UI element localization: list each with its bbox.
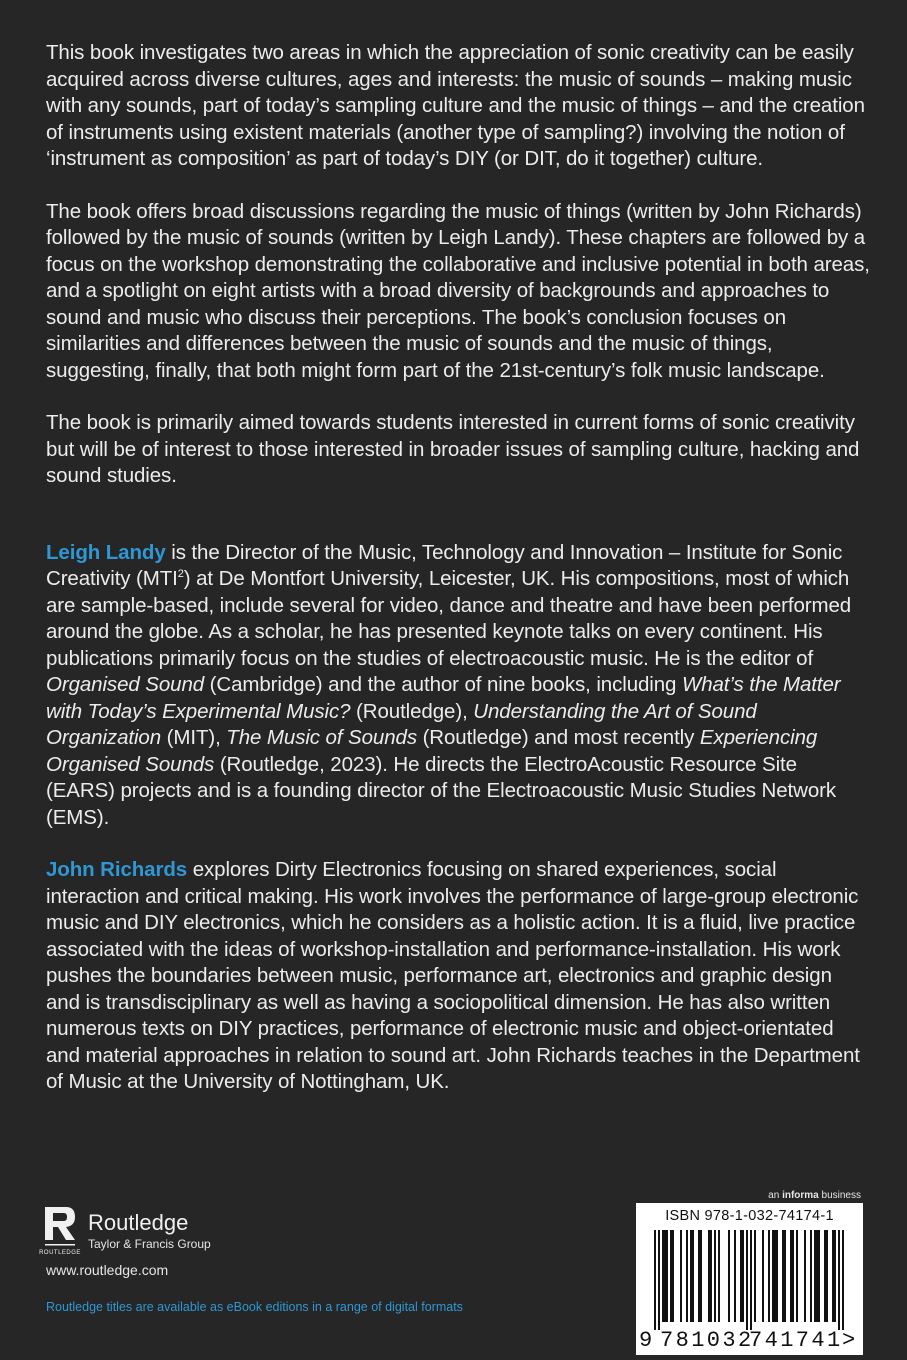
book-title-experiencing: Experiencing Organised Sounds (46, 726, 818, 776)
barcode-bar (816, 1230, 818, 1322)
barcode-bar (662, 1230, 664, 1322)
bio-landy-text-2: ) at De Montfort University, Leicester, UK. His compositions, most of which are sample-based, include several for video, dance and theatre and have been performed around the globe. As a scholar, he has presented keynote talks on every continent. His publications primarily focus on the studies of electroacoustic music. He is the editor of (46, 567, 852, 670)
informa-prefix: an (768, 1190, 783, 1201)
barcode-bar (700, 1230, 702, 1322)
barcode-bar (768, 1230, 770, 1322)
barcode-bar (740, 1230, 742, 1322)
barcode-bar (792, 1230, 794, 1322)
barcode-guard-bar (842, 1230, 844, 1330)
description-paragraph-3: The book is primarily aimed towards students interested in current forms of sonic creativity but will be of interest to those interested in broader issues of sampling culture, hacking and sound studies. (46, 411, 860, 487)
book-title-understanding: Understanding the Art of Sound Organization (46, 699, 757, 749)
barcode-bar (818, 1230, 820, 1322)
ebook-note: Routledge titles are available as eBook editions in a range of digital formats (46, 1300, 463, 1314)
informa-brand: informa (782, 1190, 819, 1201)
barcode-bar (796, 1230, 798, 1322)
barcode-bar (728, 1230, 730, 1322)
bio-landy-superscript: 2 (177, 568, 184, 581)
routledge-logo-icon (39, 1204, 81, 1256)
barcode-bar (670, 1230, 672, 1322)
barcode-bar (762, 1230, 764, 1322)
author-name-landy: Leigh Landy (46, 540, 166, 564)
barcode-bar (790, 1230, 792, 1322)
barcode-bar (710, 1230, 712, 1322)
description-paragraph-2: The book offers broad discussions regarding the music of things (written by John Richards) followed by the music of sounds (written by Leigh Landy). These chapters are followed by a focus on the workshop demonstrating the collaborative and inclusive potential in both areas, and a spotlight on eight artists with a broad diversity of backgrounds and approaches to sound and music who discuss their perceptions. The book’s conclusion focuses on similarities and differences between the music of sounds and the music of things, suggesting, finally, that both might form part of the 21st-century’s folk music landscape. (46, 199, 870, 382)
isbn-barcode (636, 1203, 863, 1355)
barcode-first-digit: 9 (639, 1328, 653, 1353)
barcode-digits (636, 1328, 863, 1352)
publisher-group: Taylor & Francis Group (88, 1237, 211, 1251)
barcode-bar (772, 1230, 774, 1322)
barcode-bar (814, 1230, 816, 1322)
barcode-left-digits: 781032 (660, 1328, 754, 1353)
barcode-guard-bar (838, 1230, 840, 1330)
barcode-bar (664, 1230, 666, 1322)
svg-text:ROUTLEDGE: ROUTLEDGE (39, 1250, 81, 1256)
barcode-bar (714, 1230, 716, 1322)
barcode-bar (832, 1230, 834, 1322)
book-title-organised-sound: Organised Sound (46, 673, 205, 696)
publisher-website[interactable]: www.routledge.com (46, 1262, 169, 1278)
barcode-bar (718, 1230, 720, 1322)
barcode-bar (834, 1230, 836, 1322)
barcode-guard-bar (746, 1230, 748, 1330)
barcode-bar (672, 1230, 674, 1322)
barcode-guard-bar (750, 1230, 752, 1330)
bio-landy-text-5: (MIT), (161, 726, 227, 749)
barcode-arrow: > (842, 1328, 856, 1353)
description-paragraph-1: This book investigates two areas in which the appreciation of sonic creativity can be easily acquired across diverse cultures, ages and interests: the music of sounds – making music with any sounds, part of today’s sampling culture and the music of things – and the creation of instruments using existent materials (another type of sampling?) involving the notion of ‘instrument as composition’ as part of today’s DIY (or DIT, do it together) culture. (46, 41, 865, 170)
back-cover-text (46, 40, 870, 1096)
isbn-label: ISBN 978-1-032-74174-1 (665, 1208, 834, 1224)
barcode-bar (824, 1230, 826, 1322)
barcode-bar (734, 1230, 736, 1322)
barcode-bar (754, 1230, 756, 1322)
barcode-bar (742, 1230, 744, 1322)
barcode-right-digits: 741741 (749, 1328, 843, 1353)
author-bio-richards (46, 857, 870, 1096)
bio-landy-text-3: (Cambridge) and the author of nine books, including (204, 673, 682, 696)
barcode-bar (686, 1230, 688, 1322)
book-title-whats-the-matter: What’s the Matter with Today’s Experimental Music? (46, 673, 841, 723)
barcode-bar (826, 1230, 828, 1322)
barcode-bar (680, 1230, 682, 1322)
barcode-guard-bar (654, 1230, 656, 1330)
barcode-bar (666, 1230, 668, 1322)
author-bio-landy (46, 540, 870, 832)
barcode-bars (646, 1230, 851, 1330)
barcode-bar (690, 1230, 692, 1322)
bio-landy-text-4: (Routledge), (350, 699, 474, 723)
publisher-name: Routledge (88, 1210, 189, 1235)
bio-richards-text: explores Dirty Electronics focusing on shared experiences, social interaction and critical making. His work involves the performance of large-group electronic music and DIY electronics, which he considers as a holistic action. It is a fluid, live practice associated with the ideas of workshop-installation and performance-installation. His work pushes the boundaries between music, performance art, electronics and graphic design and is transdisciplinary as well as having a sociopolitical dimension. He has also written numerous texts on DIY practices, performance of electronic music and object-orientated and material approaches in relation to sound art. John Richards teaches in the Department of Music at the University of Nottingham, UK. (46, 858, 860, 1093)
informa-suffix: business (818, 1190, 861, 1201)
barcode-bar (774, 1230, 776, 1322)
barcode-bar (776, 1230, 778, 1322)
barcode-bar (782, 1230, 784, 1322)
barcode-guard-bar (658, 1230, 660, 1330)
barcode-bar (698, 1230, 700, 1322)
author-name-richards: John Richards (46, 858, 188, 881)
routledge-logo (39, 1204, 242, 1264)
barcode-bar (784, 1230, 786, 1322)
barcode-bar (708, 1230, 710, 1322)
barcode-bar (804, 1230, 806, 1322)
barcode-bar (692, 1230, 694, 1322)
book-title-music-of-sounds: The Music of Sounds (226, 726, 417, 749)
informa-tagline (768, 1190, 861, 1201)
bio-landy-text-7: (Routledge, 2023). He directs the ElectroAcoustic Resource Site (EARS) projects and is a founding director of the Electroacoustic Music Studies Network (EMS). (46, 752, 837, 829)
bio-landy-text-6: (Routledge) and most recently (416, 726, 700, 749)
barcode-bar (810, 1230, 812, 1322)
bio-landy-text-1: is the Director of the Music, Technology and Innovation – Institute for Sonic Creativity (MTI (46, 540, 843, 590)
